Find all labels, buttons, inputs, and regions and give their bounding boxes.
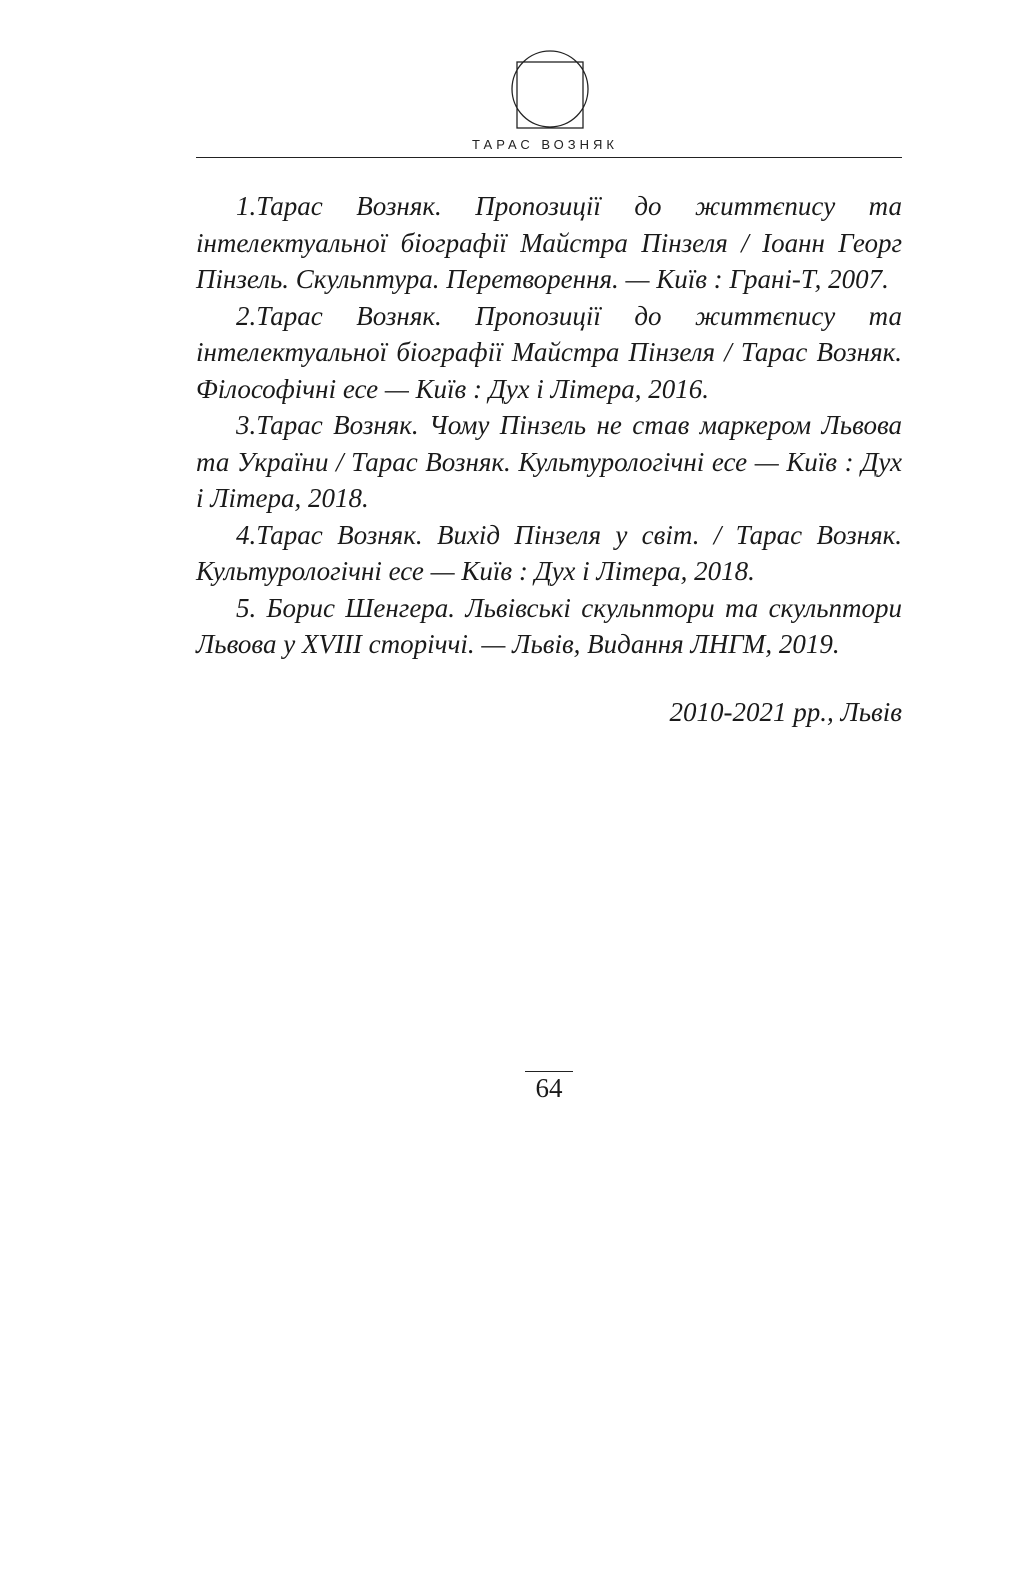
reference-item: 4.Тарас Возняк. Вихід Пінзеля у світ. / Тарас Возняк. Культурологічні есе — Київ : Дух і Літера, 2018.: [196, 519, 902, 586]
header-divider: [196, 157, 902, 158]
date-place-signature: 2010-2021 рр., Львів: [669, 697, 902, 727]
page-number: 64: [535, 1073, 563, 1103]
reference-item: 2.Тарас Возняк. Пропозиції до життєпису та інтелектуальної біографії Майстра Пінзеля / Тарас Возняк. Філософічні есе — Київ : Дух і Літера, 2016.: [196, 300, 902, 404]
reference-item: 1.Тарас Возняк. Пропозиції до життєпису та інтелектуальної біографії Майстра Пінзеля / Іоанн Георг Пінзель. Скульптура. Перетворення. — Київ : Грані-Т, 2007.: [196, 191, 902, 294]
references-list: [196, 188, 902, 663]
running-header-author: ТАРАС ВОЗНЯК: [472, 137, 618, 152]
circle-square-emblem-icon: [510, 48, 590, 130]
reference-item: 3.Тарас Возняк. Чому Пінзель не став маркером Львова та України / Тарас Возняк. Культурологічні есе — Київ : Дух і Літера, 2018.: [196, 410, 902, 513]
reference-item: 5. Борис Шенгера. Львівські скульптори та скульптори Львова у XVIII сторіччі. — Львів, Видання ЛНГМ, 2019.: [196, 592, 902, 659]
